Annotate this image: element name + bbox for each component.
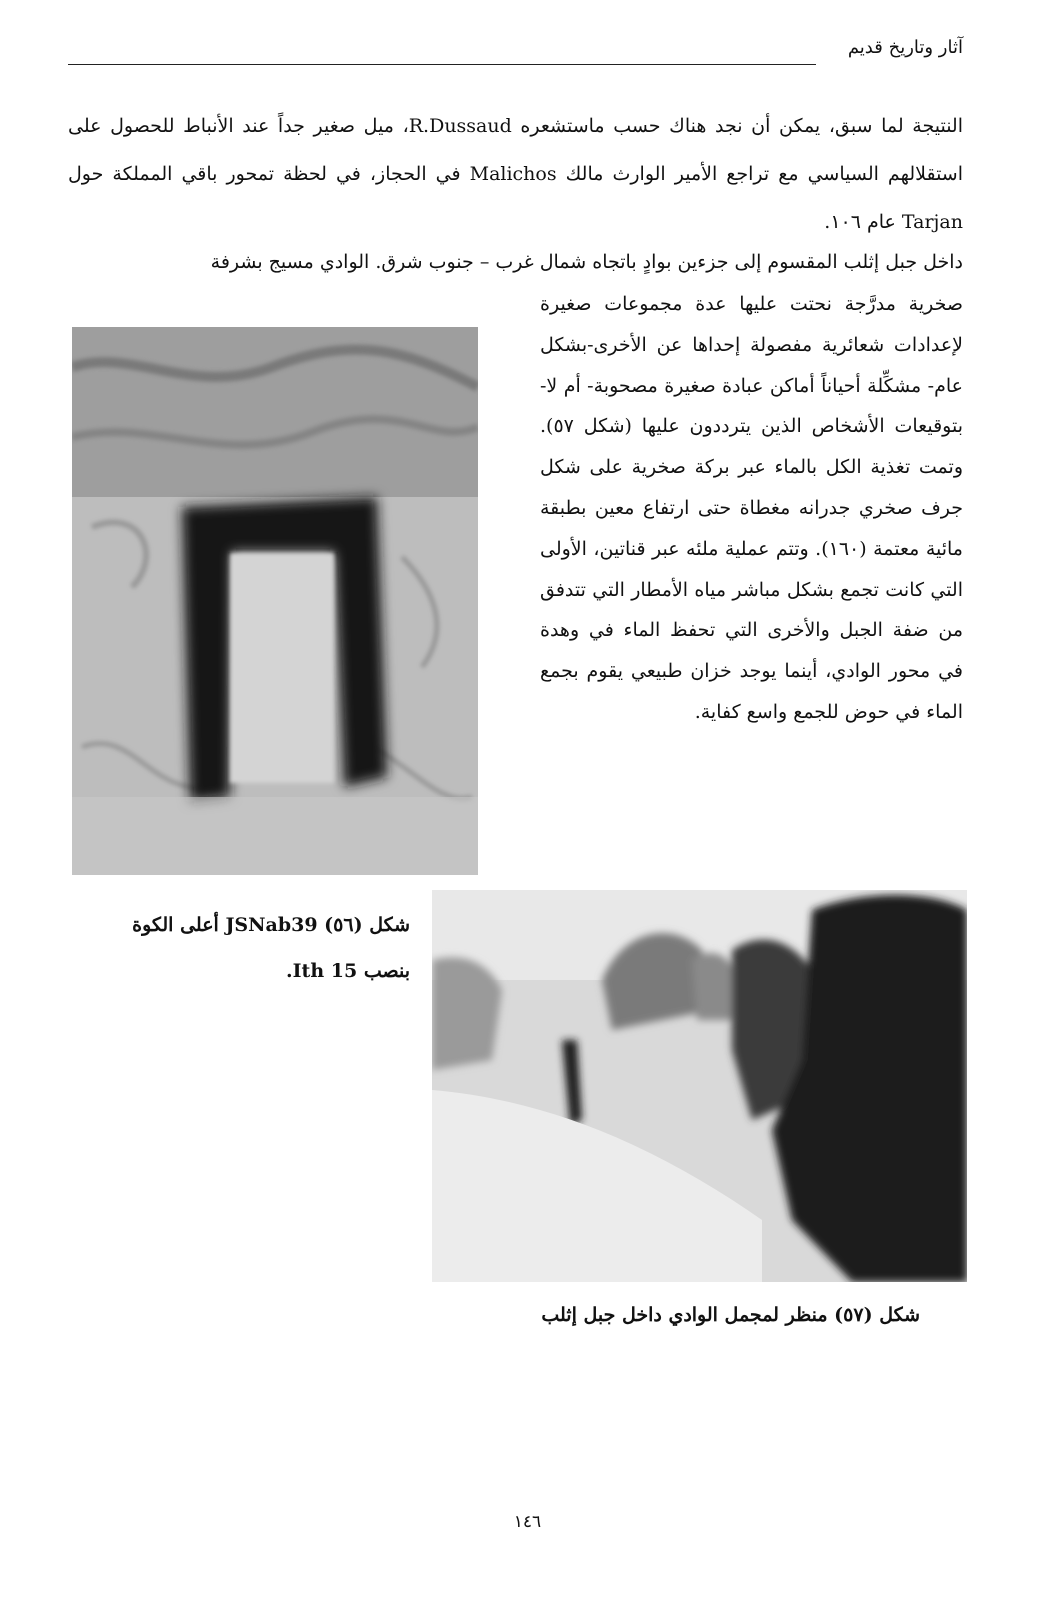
figure-56-caption-line2: بنصب Ith 15. [286, 960, 410, 982]
figure-57-valley-photo [432, 890, 967, 1282]
paragraph-2-first-line: داخل جبل إثلب المقسوم إلى جزءين بوادٍ باتجاه شمال غرب – جنوب شرق. الوادي مسيج بشرفة [210, 251, 963, 273]
paragraph-1: النتيجة لما سبق، يمكن أن نجد هناك حسب ماستشعره R.Dussaud، ميل صغير جداً عند الأنباط للحصول على استقلالهم السياسي مع تراجع الأمير الوارث مالك Malichos في الحجاز، في لحظة تمحور باقي المملكة حول Tarjan عام ١٠٦. [68, 115, 963, 233]
running-header-title: آثار وتاريخ قديم [847, 37, 963, 58]
page-number: ١٤٦ [513, 1512, 542, 1532]
figure-56-niche-photo [72, 327, 478, 875]
paragraph-2-body: صخرية مدرَّجة نحتت عليها عدة مجموعات صغيرة لإعدادات شعائرية مفصولة إحداها عن الأخرى-بشكل عام- مشكِّلة أحياناً أماكن عبادة صغيرة مصحوبة- أم لا- بتوقيعات الأشخاص الذين يترددون عليها (شكل ٥٧). وتمت تغذية الكل بالماء عبر بركة صخرية على شكل جرف صخري جدرانه مغطاة حتى ارتفاع معين بطبقة مائية معتمة (١٦٠). وتتم عملية ملئه عبر قناتين، الأولى التي كانت تجمع بشكل مباشر مياه الأمطار التي تتدفق من ضفة الجبل والأخرى التي تحفظ الماء في وهدة في محور الوادي، أينما يوجد خزان طبيعي يقوم بجمع الماء في حوض للجمع واسع كفاية. [540, 293, 963, 723]
figure-56-caption-line1: شكل (٥٦) JSNab39 أعلى الكوة [132, 914, 410, 936]
figure-56-caption [110, 902, 410, 994]
figure-57-caption: شكل (٥٧) منظر لمجمل الوادي داخل جبل إثلب [541, 1304, 920, 1326]
header-rule [68, 64, 816, 65]
